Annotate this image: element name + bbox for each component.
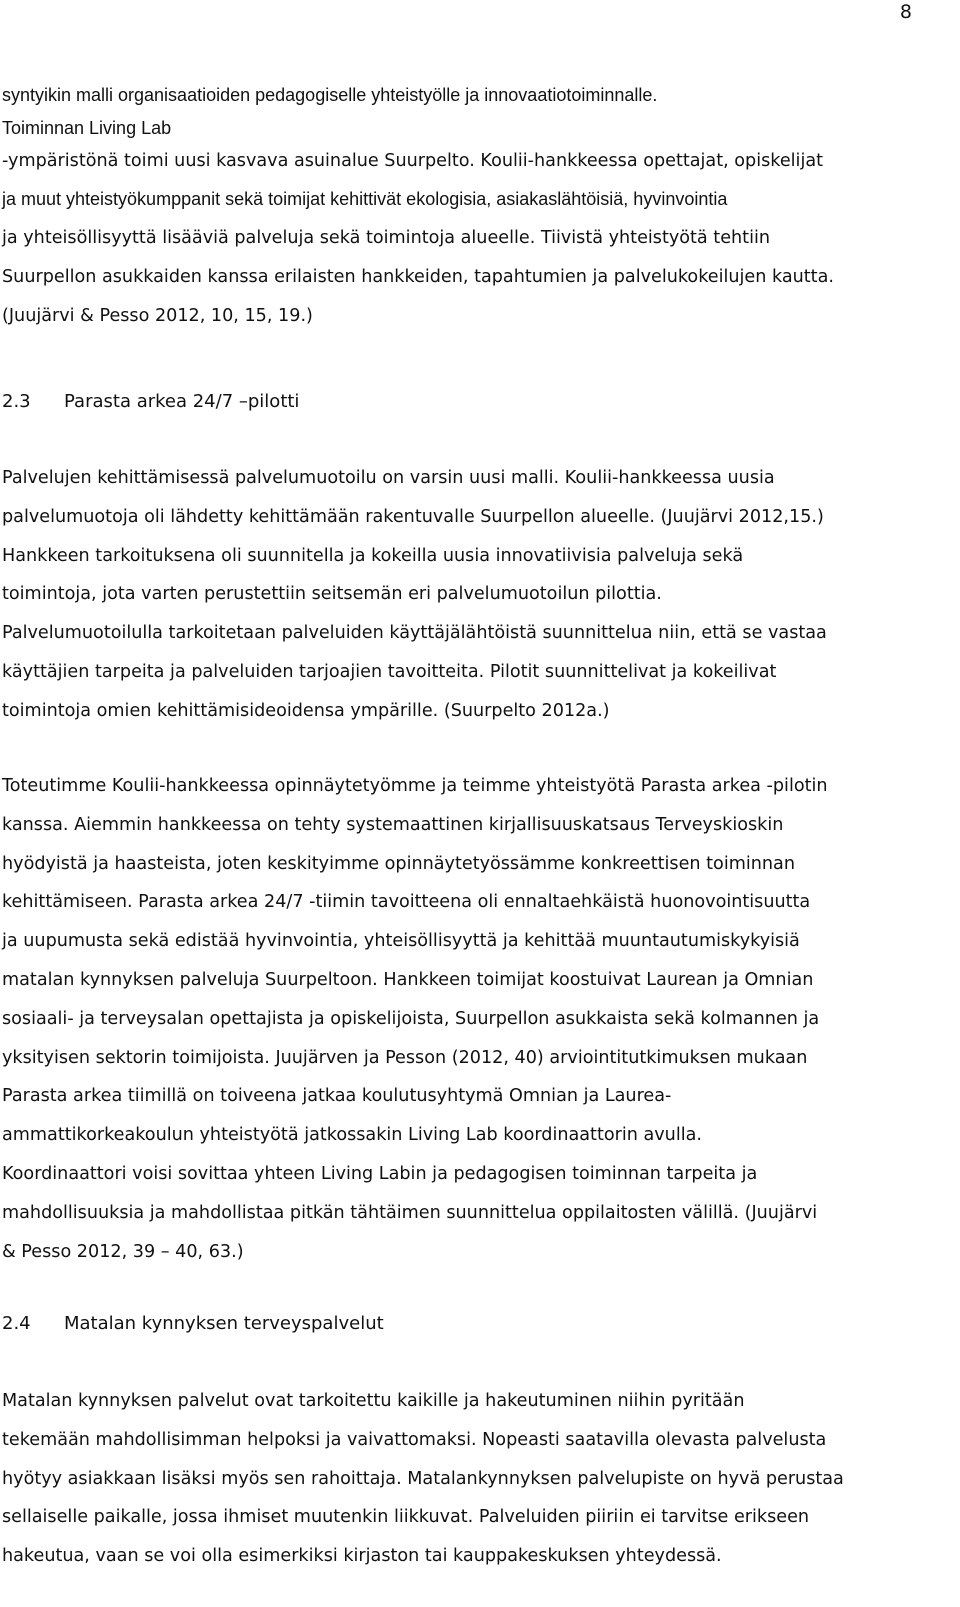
paragraph-matalan-kynnyksen bbox=[2, 1382, 946, 1576]
text-line: ja muut yhteistyökumppanit sekä toimijat kehittivät ekologisia, asiakaslähtöisiä, hyvinvointia bbox=[2, 189, 728, 210]
text-line: Toteutimme Koulii-hankkeessa opinnäytetyömme ja teimme yhteistyötä Parasta arkea -pilotin bbox=[2, 776, 828, 796]
text-line: Suurpellon asukkaiden kanssa erilaisten hankkeiden, tapahtumien ja palvelukokeilujen kautta. bbox=[2, 266, 834, 287]
text-line: Matalan kynnyksen palvelut ovat tarkoitettu kaikille ja hakeutuminen niihin pyritään bbox=[2, 1391, 745, 1411]
text-line: käyttäjien tarpeita ja palveluiden tarjoajien tavoitteita. Pilotit suunnittelivat ja kokeilivat bbox=[2, 661, 777, 682]
section-number: 2.4 bbox=[2, 1313, 31, 1334]
section-heading-2-4 bbox=[2, 1310, 384, 1338]
text-line: syntyikin malli organisaatioiden pedagogiselle yhteistyölle ja innovaatiotoiminnalle. bbox=[2, 85, 658, 105]
text-line: ja yhteisöllisyyttä lisääviä palveluja sekä toimintoja alueelle. Tiivistä yhteistyötä tehtiin bbox=[2, 228, 770, 249]
text-line: hyötyy asiakkaan lisäksi myös sen rahoittaja. Matalankynnyksen palvelupiste on hyvä perustaa bbox=[2, 1468, 844, 1489]
text-line: palvelumuotoja oli lähdetty kehittämään rakentuvalle Suurpellon alueelle. (Juujärvi 2012,15.) bbox=[2, 506, 824, 527]
text-line: toimintoja, jota varten perustettiin seitsemän eri palvelumuotoilun pilottia. bbox=[2, 584, 662, 605]
text-line: Palvelumuotoilulla tarkoitetaan palveluiden käyttäjälähtöistä suunnittelua niin, että se vastaa bbox=[2, 623, 827, 644]
section-number: 2.3 bbox=[2, 391, 31, 412]
text-line: & Pesso 2012, 39 – 40, 63.) bbox=[2, 1241, 244, 1262]
text-line: Koordinaattori voisi sovittaa yhteen Living Labin ja pedagogisen toiminnan tarpeita ja bbox=[2, 1163, 758, 1184]
section-title: Parasta arkea 24/7 –pilotti bbox=[64, 391, 300, 412]
text-line: tekemään mahdollisimman helpoksi ja vaivattomaksi. Nopeasti saatavilla olevasta palvelusta bbox=[2, 1429, 827, 1450]
paragraph-palvelumuotoilu bbox=[2, 459, 946, 731]
text-line: mahdollisuuksia ja mahdollistaa pitkän tähtäimen suunnittelua oppilaitosten välillä. (Juujärvi bbox=[2, 1202, 818, 1223]
text-line: kehittämiseen. Parasta arkea 24/7 -tiimin tavoitteena oli ennaltaehkäistä huonovointisuutta bbox=[2, 892, 811, 913]
paragraph-living-lab bbox=[2, 76, 946, 336]
text-line: sellaiselle paikalle, jossa ihmiset muutenkin liikkuvat. Palveluiden piiriin ei tarvitse erikseen bbox=[2, 1507, 810, 1528]
text-line: -ympäristönä toimi uusi kasvava asuinalue Suurpelto. Koulii-hankkeessa opettajat, opiskelijat bbox=[2, 150, 824, 171]
text-line: ja uupumusta sekä edistää hyvinvointia, yhteisöllisyyttä ja kehittää muuntautumiskykyisiä bbox=[2, 931, 800, 952]
page-number: 8 bbox=[899, 1, 912, 23]
text-line: Palvelujen kehittämisessä palvelumuotoilu on varsin uusi malli. Koulii-hankkeessa uusia bbox=[2, 468, 775, 488]
paragraph-parasta-arkea bbox=[2, 767, 946, 1271]
text-line: Toiminnan Living Lab bbox=[2, 117, 172, 138]
section-heading-2-3 bbox=[2, 388, 299, 416]
text-line: (Juujärvi & Pesso 2012, 10, 15, 19.) bbox=[2, 305, 313, 326]
text-line: Parasta arkea tiimillä on toiveena jatkaa koulutusyhtymä Omnian ja Laurea- bbox=[2, 1086, 672, 1107]
text-line: yksityisen sektorin toimijoista. Juujärven ja Pesson (2012, 40) arviointitutkimuksen mukaan bbox=[2, 1047, 808, 1068]
text-line: sosiaali- ja terveysalan opettajista ja opiskelijoista, Suurpellon asukkaista sekä kolmannen ja bbox=[2, 1008, 820, 1029]
section-title: Matalan kynnyksen terveyspalvelut bbox=[64, 1313, 384, 1334]
text-line: hyödyistä ja haasteista, joten keskityimme opinnäytetyössämme konkreettisen toiminnan bbox=[2, 853, 795, 874]
text-line: ammattikorkeakoulun yhteistyötä jatkossakin Living Lab koordinaattorin avulla. bbox=[2, 1125, 702, 1146]
text-line: kanssa. Aiemmin hankkeessa on tehty systemaattinen kirjallisuuskatsaus Terveyskioskin bbox=[2, 814, 784, 835]
text-line: Hankkeen tarkoituksena oli suunnitella ja kokeilla uusia innovatiivisia palveluja sekä bbox=[2, 545, 744, 566]
text-line: toimintoja omien kehittämisideoidensa ympärille. (Suurpelto 2012a.) bbox=[2, 700, 610, 721]
text-line: matalan kynnyksen palveluja Suurpeltoon. Hankkeen toimijat koostuivat Laurean ja Omnian bbox=[2, 969, 814, 990]
text-line: hakeutua, vaan se voi olla esimerkiksi kirjaston tai kauppakeskuksen yhteydessä. bbox=[2, 1546, 722, 1567]
